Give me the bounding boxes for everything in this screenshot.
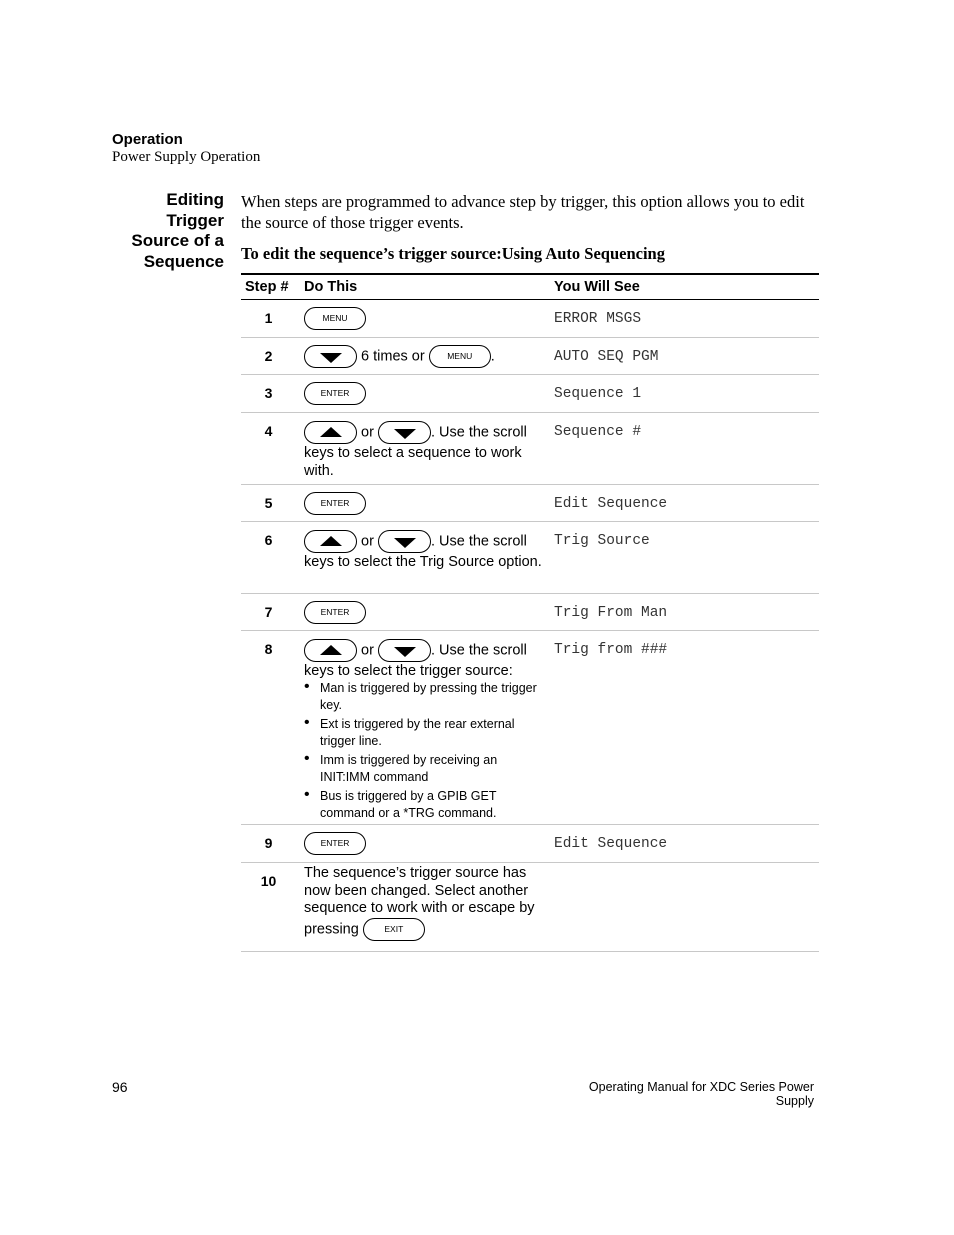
step-action bbox=[304, 382, 544, 405]
table-row bbox=[241, 485, 819, 522]
up-arrow-icon bbox=[320, 536, 342, 546]
trigger-source-list bbox=[304, 680, 544, 822]
table-row bbox=[241, 594, 819, 631]
down-arrow-icon bbox=[394, 538, 416, 548]
section-heading-line: Editing bbox=[166, 190, 224, 209]
down-arrow-key bbox=[378, 530, 431, 553]
table-row bbox=[241, 863, 819, 952]
step-action-end: . bbox=[490, 348, 495, 365]
menu-key: MENU bbox=[429, 345, 491, 368]
down-arrow-key bbox=[304, 345, 357, 368]
up-arrow-icon bbox=[320, 645, 342, 655]
enter-key: ENTER bbox=[304, 492, 366, 515]
step-action-lead bbox=[304, 639, 544, 680]
list-item: • Bus is triggered by a GPIB GET command or a *TRG command. bbox=[304, 788, 544, 822]
section-heading bbox=[110, 190, 224, 272]
header-you-will-see: You Will See bbox=[554, 279, 640, 295]
header-do-this: Do This bbox=[304, 279, 358, 295]
step-action bbox=[304, 421, 544, 480]
step-action-text: . Use the scroll keys to select a sequence to work with. bbox=[304, 424, 527, 479]
step-number: 8 bbox=[264, 641, 273, 657]
display-readout: Edit Sequence bbox=[554, 836, 668, 852]
footer-title: Operating Manual for XDC Series Power Supply bbox=[588, 1080, 814, 1108]
display-readout: Trig From Man bbox=[554, 605, 668, 621]
down-arrow-key bbox=[378, 639, 431, 662]
display-readout: Sequence # bbox=[554, 424, 642, 440]
table-row bbox=[241, 300, 819, 338]
section-heading-line: Sequence bbox=[143, 251, 224, 271]
step-action-text: . Use the scroll keys to select the trigger source: bbox=[304, 642, 527, 679]
display-readout: Trig Source bbox=[554, 533, 650, 549]
step-number: 3 bbox=[264, 385, 273, 401]
step-action-or: or bbox=[361, 424, 374, 441]
menu-key: MENU bbox=[304, 307, 366, 330]
table-row bbox=[241, 522, 819, 594]
down-arrow-icon bbox=[394, 429, 416, 439]
step-action bbox=[304, 307, 544, 330]
step-action-or: or bbox=[361, 533, 374, 550]
header-step: Step # bbox=[245, 279, 289, 295]
exit-key: EXIT bbox=[363, 918, 425, 941]
section-heading-line: Trigger bbox=[166, 210, 224, 230]
step-action bbox=[304, 601, 544, 624]
display-readout: ERROR MSGS bbox=[554, 311, 642, 327]
enter-key: ENTER bbox=[304, 832, 366, 855]
step-action-text: . Use the scroll keys to select the Trig Source option. bbox=[304, 533, 542, 570]
list-item: • Imm is triggered by receiving an INIT:IMM command bbox=[304, 752, 544, 786]
down-arrow-key bbox=[378, 421, 431, 444]
table-row bbox=[241, 631, 819, 825]
step-action bbox=[304, 865, 542, 941]
section-heading-line: Source of a bbox=[131, 231, 224, 250]
down-arrow-icon bbox=[320, 353, 342, 363]
display-readout: Edit Sequence bbox=[554, 496, 668, 512]
up-arrow-key bbox=[304, 530, 357, 553]
page-number: 96 bbox=[112, 1079, 128, 1095]
step-number: 7 bbox=[264, 604, 273, 620]
step-action bbox=[304, 832, 544, 855]
procedure-table bbox=[241, 273, 819, 952]
step-action-text: The sequence’s trigger source has now been changed. Select another sequence to work with or escape by pressing bbox=[304, 865, 535, 937]
table-row bbox=[241, 413, 819, 485]
step-number: 6 bbox=[264, 532, 273, 548]
step-number: 2 bbox=[264, 348, 273, 364]
step-number: 5 bbox=[264, 495, 273, 511]
step-number: 9 bbox=[264, 835, 273, 851]
step-action-or: or bbox=[361, 642, 374, 659]
list-item: • Ext is triggered by the rear external trigger line. bbox=[304, 716, 544, 750]
running-header-subsection: Power Supply Operation bbox=[112, 149, 261, 165]
procedure-title: To edit the sequence’s trigger source:Using Auto Sequencing bbox=[241, 244, 665, 263]
up-arrow-icon bbox=[320, 427, 342, 437]
table-header bbox=[241, 273, 819, 300]
step-number: 1 bbox=[264, 310, 273, 326]
display-readout: Trig from ### bbox=[554, 642, 668, 658]
display-readout: AUTO SEQ PGM bbox=[554, 349, 659, 365]
step-number: 10 bbox=[260, 873, 277, 889]
step-action bbox=[304, 639, 544, 824]
up-arrow-key bbox=[304, 639, 357, 662]
step-action bbox=[304, 492, 544, 515]
table-row bbox=[241, 338, 819, 375]
table-row bbox=[241, 375, 819, 413]
list-item: • Man is triggered by pressing the trigger key. bbox=[304, 680, 544, 714]
enter-key: ENTER bbox=[304, 382, 366, 405]
enter-key: ENTER bbox=[304, 601, 366, 624]
down-arrow-icon bbox=[394, 647, 416, 657]
table-row bbox=[241, 825, 819, 863]
step-number: 4 bbox=[264, 423, 273, 439]
step-action bbox=[304, 530, 544, 571]
step-action-text: 6 times or bbox=[361, 348, 425, 365]
running-header-section: Operation bbox=[112, 131, 183, 148]
display-readout: Sequence 1 bbox=[554, 386, 642, 402]
up-arrow-key bbox=[304, 421, 357, 444]
intro-paragraph: When steps are programmed to advance step by trigger, this option allows you to edit the source of those trigger events. bbox=[241, 192, 805, 232]
step-action bbox=[304, 345, 544, 368]
